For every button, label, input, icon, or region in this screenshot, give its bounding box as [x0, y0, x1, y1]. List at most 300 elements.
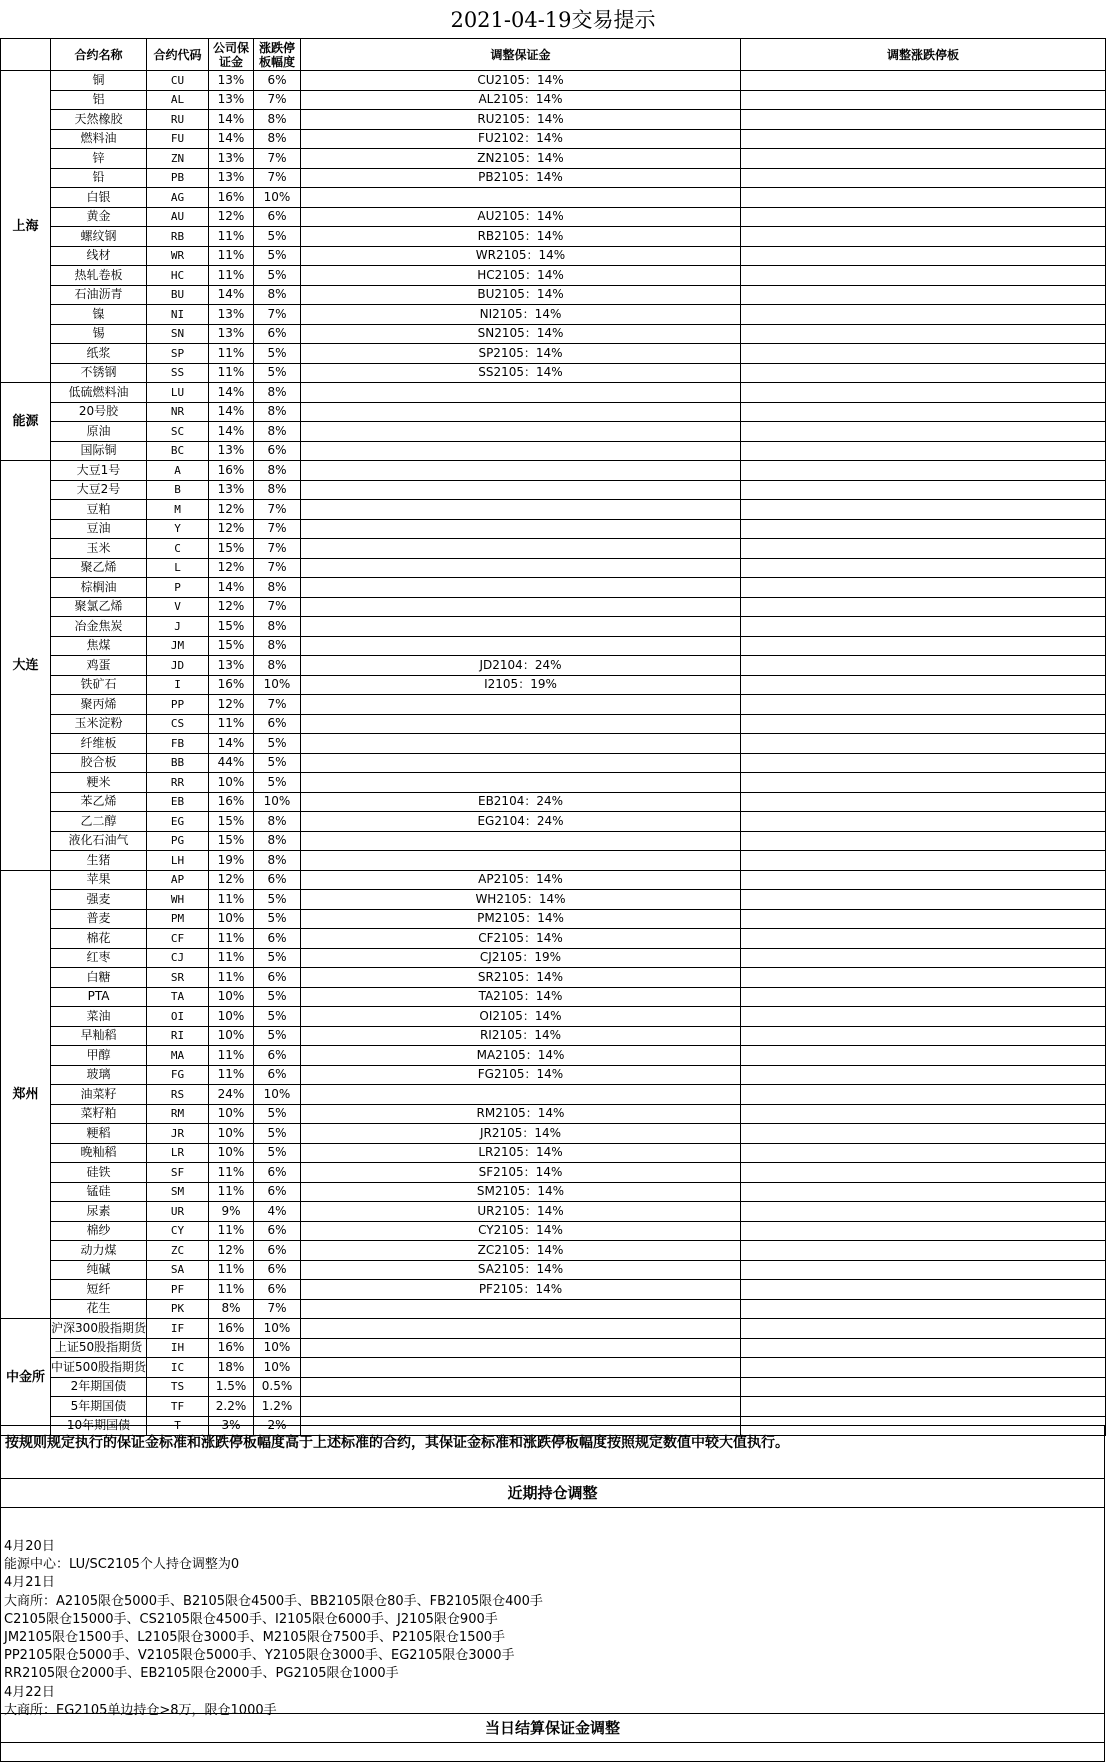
- contract-name: 铅: [51, 168, 147, 188]
- contract-code: SP: [147, 344, 209, 364]
- contract-name: 上证50股指期货: [51, 1338, 147, 1358]
- contract-code: CJ: [147, 948, 209, 968]
- company-margin: 12%: [209, 519, 254, 539]
- price-limit: 8%: [254, 656, 301, 676]
- contract-code: SS: [147, 363, 209, 383]
- adjusted-margin: [301, 519, 741, 539]
- company-margin: 12%: [209, 1241, 254, 1261]
- company-margin: 11%: [209, 1163, 254, 1183]
- adjusted-limit: [741, 890, 1106, 910]
- contract-name: 国际铜: [51, 441, 147, 461]
- adjusted-limit: [741, 1202, 1106, 1222]
- price-limit: 10%: [254, 188, 301, 208]
- adjusted-limit: [741, 578, 1106, 598]
- adjusted-margin: [301, 188, 741, 208]
- contract-code: LU: [147, 383, 209, 403]
- price-limit: 5%: [254, 1026, 301, 1046]
- adjusted-limit: [741, 110, 1106, 130]
- company-margin: 12%: [209, 558, 254, 578]
- contract-code: TS: [147, 1377, 209, 1397]
- company-margin: 2.2%: [209, 1397, 254, 1417]
- contract-name: 鸡蛋: [51, 656, 147, 676]
- contract-code: T: [147, 1416, 209, 1436]
- adjusted-margin: [301, 1358, 741, 1378]
- adjusted-margin: [301, 617, 741, 637]
- contract-name: 锌: [51, 149, 147, 169]
- table-row: [1, 149, 1106, 169]
- contract-code: JM: [147, 636, 209, 656]
- company-margin: 13%: [209, 168, 254, 188]
- price-limit: 5%: [254, 734, 301, 754]
- exchange-label: 能源: [1, 383, 51, 461]
- position-line: JM2105限仓1500手、L2105限仓3000手、M2105限仓7500手、P2105限仓1500手: [4, 1630, 506, 1646]
- contract-name: 油菜籽: [51, 1085, 147, 1105]
- adjusted-limit: [741, 1182, 1106, 1202]
- settlement-margin-title: 当日结算保证金调整: [0, 1713, 1105, 1743]
- contract-name: 早籼稻: [51, 1026, 147, 1046]
- contract-code: A: [147, 461, 209, 481]
- table-row: [1, 480, 1106, 500]
- adjusted-limit: [741, 1046, 1106, 1066]
- adjusted-margin: AU2105：14%: [301, 207, 741, 227]
- adjusted-margin: HC2105：14%: [301, 266, 741, 286]
- table-row: [1, 831, 1106, 851]
- price-limit: 5%: [254, 1124, 301, 1144]
- table-row: [1, 1319, 1106, 1339]
- price-limit: 6%: [254, 324, 301, 344]
- contract-code: TF: [147, 1397, 209, 1417]
- contract-code: IF: [147, 1319, 209, 1339]
- contract-name: 聚乙烯: [51, 558, 147, 578]
- table-row: [1, 1280, 1106, 1300]
- exchange-label: 中金所: [1, 1319, 51, 1436]
- price-limit: 8%: [254, 617, 301, 637]
- contract-name: 苹果: [51, 870, 147, 890]
- adjusted-margin: PM2105：14%: [301, 909, 741, 929]
- price-limit: 7%: [254, 168, 301, 188]
- price-limit: 5%: [254, 1007, 301, 1027]
- contract-name: 铜: [51, 71, 147, 91]
- contract-name: 苯乙烯: [51, 792, 147, 812]
- exchange-label: 郑州: [1, 870, 51, 1319]
- contract-name: 中证500股指期货: [51, 1358, 147, 1378]
- table-row: [1, 227, 1106, 247]
- contract-code: MA: [147, 1046, 209, 1066]
- contract-name: 粳稻: [51, 1124, 147, 1144]
- contract-name: 玉米: [51, 539, 147, 559]
- adjusted-margin: SS2105：14%: [301, 363, 741, 383]
- contract-name: 镍: [51, 305, 147, 325]
- price-limit: 6%: [254, 207, 301, 227]
- contract-code: CF: [147, 929, 209, 949]
- company-margin: 10%: [209, 987, 254, 1007]
- table-row: [1, 636, 1106, 656]
- company-margin: 13%: [209, 480, 254, 500]
- table-row: [1, 1202, 1106, 1222]
- adjusted-margin: RB2105：14%: [301, 227, 741, 247]
- price-limit: 6%: [254, 1182, 301, 1202]
- adjusted-margin: TA2105：14%: [301, 987, 741, 1007]
- table-row: [1, 1260, 1106, 1280]
- price-limit: 10%: [254, 1358, 301, 1378]
- table-row: [1, 968, 1106, 988]
- contract-code: CS: [147, 714, 209, 734]
- contract-name: 天然橡胶: [51, 110, 147, 130]
- price-limit: 5%: [254, 987, 301, 1007]
- adjusted-margin: OI2105：14%: [301, 1007, 741, 1027]
- company-margin: 10%: [209, 909, 254, 929]
- table-row: [1, 539, 1106, 559]
- contract-code: JR: [147, 1124, 209, 1144]
- adjusted-margin: [301, 753, 741, 773]
- price-limit: 1.2%: [254, 1397, 301, 1417]
- contract-code: RR: [147, 773, 209, 793]
- company-margin: 16%: [209, 1319, 254, 1339]
- adjusted-margin: AL2105：14%: [301, 90, 741, 110]
- adjusted-limit: [741, 1143, 1106, 1163]
- contract-code: FU: [147, 129, 209, 149]
- adjusted-limit: [741, 539, 1106, 559]
- price-limit: 5%: [254, 1104, 301, 1124]
- contract-code: C: [147, 539, 209, 559]
- position-line: 能源中心：LU/SC2105个人持仓调整为0: [4, 1557, 240, 1573]
- price-limit: 7%: [254, 500, 301, 520]
- contract-name: 大豆2号: [51, 480, 147, 500]
- contract-code: SN: [147, 324, 209, 344]
- contract-code: Y: [147, 519, 209, 539]
- company-margin: 14%: [209, 734, 254, 754]
- company-margin: 13%: [209, 71, 254, 91]
- contract-name: 原油: [51, 422, 147, 442]
- company-margin: 14%: [209, 285, 254, 305]
- adjusted-margin: [301, 597, 741, 617]
- adjusted-limit: [741, 461, 1106, 481]
- contract-code: PG: [147, 831, 209, 851]
- adjusted-margin: UR2105：14%: [301, 1202, 741, 1222]
- price-limit: 8%: [254, 129, 301, 149]
- contract-code: ZN: [147, 149, 209, 169]
- adjusted-margin: [301, 539, 741, 559]
- adjusted-margin: PB2105：14%: [301, 168, 741, 188]
- price-limit: 5%: [254, 890, 301, 910]
- exchange-label: 上海: [1, 71, 51, 383]
- adjusted-limit: [741, 1124, 1106, 1144]
- company-margin: 12%: [209, 870, 254, 890]
- contract-code: LR: [147, 1143, 209, 1163]
- contract-code: AP: [147, 870, 209, 890]
- contract-name: 粳米: [51, 773, 147, 793]
- table-row: [1, 792, 1106, 812]
- adjusted-limit: [741, 1241, 1106, 1261]
- company-margin: 10%: [209, 773, 254, 793]
- adjusted-limit: [741, 227, 1106, 247]
- adjusted-limit: [741, 1065, 1106, 1085]
- contract-name: 沪深300股指期货: [51, 1319, 147, 1339]
- company-margin: 11%: [209, 714, 254, 734]
- table-row: [1, 753, 1106, 773]
- contract-name: 2年期国债: [51, 1377, 147, 1397]
- adjusted-margin: [301, 441, 741, 461]
- adjusted-limit: [741, 948, 1106, 968]
- table-row: [1, 948, 1106, 968]
- company-margin: 11%: [209, 1065, 254, 1085]
- contract-name: 豆粕: [51, 500, 147, 520]
- contract-code: ZC: [147, 1241, 209, 1261]
- company-margin: 15%: [209, 617, 254, 637]
- header-exchange: [1, 39, 51, 71]
- contract-name: 短纤: [51, 1280, 147, 1300]
- table-row: [1, 1007, 1106, 1027]
- header-price-limit: 涨跌停板幅度: [254, 39, 301, 71]
- adjusted-margin: WR2105：14%: [301, 246, 741, 266]
- price-limit: 8%: [254, 110, 301, 130]
- position-line: 4月21日: [4, 1575, 55, 1591]
- header-adjusted-limit: 调整涨跌停板: [741, 39, 1106, 71]
- adjusted-margin: [301, 422, 741, 442]
- contract-name: 5年期国债: [51, 1397, 147, 1417]
- contract-name: 白糖: [51, 968, 147, 988]
- adjusted-limit: [741, 344, 1106, 364]
- price-limit: 7%: [254, 90, 301, 110]
- adjusted-limit: [741, 617, 1106, 637]
- contract-code: FG: [147, 1065, 209, 1085]
- table-row: [1, 188, 1106, 208]
- adjusted-limit: [741, 636, 1106, 656]
- table-row: [1, 1299, 1106, 1319]
- contract-name: 锡: [51, 324, 147, 344]
- adjusted-limit: [741, 402, 1106, 422]
- table-row: [1, 1104, 1106, 1124]
- adjusted-limit: [741, 870, 1106, 890]
- company-margin: 3%: [209, 1416, 254, 1436]
- adjusted-limit: [741, 207, 1106, 227]
- adjusted-limit: [741, 1338, 1106, 1358]
- company-margin: 14%: [209, 422, 254, 442]
- header-company-margin: 公司保证金: [209, 39, 254, 71]
- contract-name: 棉花: [51, 929, 147, 949]
- table-row: [1, 1065, 1106, 1085]
- contract-name: 动力煤: [51, 1241, 147, 1261]
- price-limit: 8%: [254, 383, 301, 403]
- table-header-row: [1, 39, 1106, 71]
- table-row: [1, 890, 1106, 910]
- contract-code: TA: [147, 987, 209, 1007]
- price-limit: 7%: [254, 519, 301, 539]
- table-row: [1, 1182, 1106, 1202]
- adjusted-margin: [301, 383, 741, 403]
- price-limit: 10%: [254, 1319, 301, 1339]
- contract-name: 石油沥青: [51, 285, 147, 305]
- contract-code: CY: [147, 1221, 209, 1241]
- contract-name: 强麦: [51, 890, 147, 910]
- adjusted-margin: [301, 831, 741, 851]
- adjusted-limit: [741, 1280, 1106, 1300]
- adjusted-limit: [741, 675, 1106, 695]
- table-row: [1, 90, 1106, 110]
- table-row: [1, 1221, 1106, 1241]
- adjusted-limit: [741, 246, 1106, 266]
- contract-name: 棕榈油: [51, 578, 147, 598]
- company-margin: 1.5%: [209, 1377, 254, 1397]
- company-margin: 15%: [209, 812, 254, 832]
- adjusted-limit: [741, 1299, 1106, 1319]
- contract-name: 生猪: [51, 851, 147, 871]
- adjusted-margin: [301, 1085, 741, 1105]
- contract-code: P: [147, 578, 209, 598]
- price-limit: 8%: [254, 422, 301, 442]
- company-margin: 13%: [209, 305, 254, 325]
- contract-name: 低硫燃料油: [51, 383, 147, 403]
- price-limit: 6%: [254, 71, 301, 91]
- contract-code: HC: [147, 266, 209, 286]
- price-limit: 8%: [254, 285, 301, 305]
- contract-code: RU: [147, 110, 209, 130]
- company-margin: 12%: [209, 207, 254, 227]
- price-limit: 5%: [254, 753, 301, 773]
- contract-code: PF: [147, 1280, 209, 1300]
- adjusted-margin: CJ2105：19%: [301, 948, 741, 968]
- table-row: [1, 1026, 1106, 1046]
- contract-code: UR: [147, 1202, 209, 1222]
- contract-code: L: [147, 558, 209, 578]
- adjusted-margin: SR2105：14%: [301, 968, 741, 988]
- price-limit: 10%: [254, 675, 301, 695]
- company-margin: 16%: [209, 1338, 254, 1358]
- price-limit: 5%: [254, 344, 301, 364]
- price-limit: 6%: [254, 1221, 301, 1241]
- company-margin: 11%: [209, 227, 254, 247]
- adjusted-margin: [301, 636, 741, 656]
- margin-table: [0, 38, 1106, 1436]
- contract-code: SC: [147, 422, 209, 442]
- company-margin: 11%: [209, 1221, 254, 1241]
- adjusted-limit: [741, 773, 1106, 793]
- company-margin: 13%: [209, 90, 254, 110]
- adjusted-margin: PF2105：14%: [301, 1280, 741, 1300]
- company-margin: 12%: [209, 500, 254, 520]
- price-limit: 2%: [254, 1416, 301, 1436]
- adjusted-limit: [741, 1026, 1106, 1046]
- contract-code: AG: [147, 188, 209, 208]
- adjusted-limit: [741, 812, 1106, 832]
- position-adjust-body: [0, 1507, 1105, 1718]
- header-adjusted-margin: 调整保证金: [301, 39, 741, 71]
- company-margin: 11%: [209, 1260, 254, 1280]
- contract-code: EG: [147, 812, 209, 832]
- contract-code: PM: [147, 909, 209, 929]
- adjusted-limit: [741, 1319, 1106, 1339]
- adjusted-limit: [741, 71, 1106, 91]
- table-row: [1, 558, 1106, 578]
- contract-name: 聚氯乙烯: [51, 597, 147, 617]
- contract-name: 硅铁: [51, 1163, 147, 1183]
- contract-name: 尿素: [51, 1202, 147, 1222]
- contract-name: 红枣: [51, 948, 147, 968]
- price-limit: 6%: [254, 968, 301, 988]
- table-row: [1, 1085, 1106, 1105]
- contract-name: 普麦: [51, 909, 147, 929]
- adjusted-margin: [301, 402, 741, 422]
- table-row: [1, 1124, 1106, 1144]
- position-line: PP2105限仓5000手、V2105限仓5000手、Y2105限仓3000手、EG2105限仓3000手: [4, 1648, 515, 1664]
- contract-code: BC: [147, 441, 209, 461]
- adjusted-margin: I2105：19%: [301, 675, 741, 695]
- page-title: 2021-04-19交易提示: [450, 8, 656, 32]
- adjusted-margin: SN2105：14%: [301, 324, 741, 344]
- company-margin: 11%: [209, 1182, 254, 1202]
- adjusted-limit: [741, 285, 1106, 305]
- position-line: 大商所：EG2105单边持仓>8万，限仓1000手: [4, 1702, 277, 1718]
- company-margin: 16%: [209, 188, 254, 208]
- contract-name: 豆油: [51, 519, 147, 539]
- adjusted-margin: [301, 578, 741, 598]
- price-limit: 8%: [254, 831, 301, 851]
- contract-name: 螺纹钢: [51, 227, 147, 247]
- price-limit: 5%: [254, 266, 301, 286]
- price-limit: 10%: [254, 1338, 301, 1358]
- contract-code: I: [147, 675, 209, 695]
- adjusted-limit: [741, 480, 1106, 500]
- price-limit: 10%: [254, 792, 301, 812]
- price-limit: 8%: [254, 402, 301, 422]
- table-row: [1, 519, 1106, 539]
- company-margin: 10%: [209, 1026, 254, 1046]
- contract-name: 白银: [51, 188, 147, 208]
- price-limit: 4%: [254, 1202, 301, 1222]
- company-margin: 11%: [209, 890, 254, 910]
- adjusted-limit: [741, 324, 1106, 344]
- company-margin: 14%: [209, 402, 254, 422]
- contract-code: SR: [147, 968, 209, 988]
- adjusted-margin: JD2104：24%: [301, 656, 741, 676]
- company-margin: 10%: [209, 1143, 254, 1163]
- adjusted-margin: RM2105：14%: [301, 1104, 741, 1124]
- adjusted-margin: EG2104：24%: [301, 812, 741, 832]
- contract-name: 棉纱: [51, 1221, 147, 1241]
- price-limit: 7%: [254, 539, 301, 559]
- contract-name: 锰硅: [51, 1182, 147, 1202]
- contract-code: FB: [147, 734, 209, 754]
- table-row: [1, 363, 1106, 383]
- header-contract-name: 合约名称: [51, 39, 147, 71]
- price-limit: 7%: [254, 305, 301, 325]
- exchange-label: 大连: [1, 461, 51, 871]
- table-row: [1, 734, 1106, 754]
- adjusted-margin: [301, 1299, 741, 1319]
- company-margin: 14%: [209, 578, 254, 598]
- contract-name: 纯碱: [51, 1260, 147, 1280]
- contract-name: 胶合板: [51, 753, 147, 773]
- contract-name: PTA: [51, 987, 147, 1007]
- adjusted-limit: [741, 1163, 1106, 1183]
- adjusted-limit: [741, 305, 1106, 325]
- company-margin: 10%: [209, 1104, 254, 1124]
- adjusted-margin: [301, 1377, 741, 1397]
- price-limit: 8%: [254, 851, 301, 871]
- price-limit: 6%: [254, 714, 301, 734]
- table-row: [1, 441, 1106, 461]
- adjusted-limit: [741, 987, 1106, 1007]
- table-row: [1, 1358, 1106, 1378]
- price-limit: 0.5%: [254, 1377, 301, 1397]
- company-margin: 19%: [209, 851, 254, 871]
- adjusted-margin: WH2105：14%: [301, 890, 741, 910]
- company-margin: 14%: [209, 129, 254, 149]
- contract-code: SF: [147, 1163, 209, 1183]
- contract-name: 花生: [51, 1299, 147, 1319]
- price-limit: 6%: [254, 441, 301, 461]
- adjusted-limit: [741, 266, 1106, 286]
